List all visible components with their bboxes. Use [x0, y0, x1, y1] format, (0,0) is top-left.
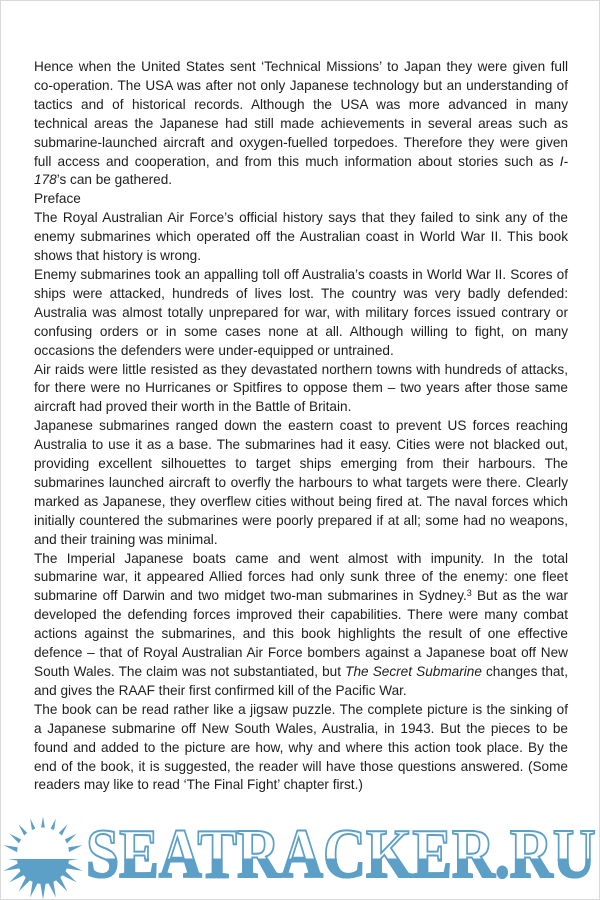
sun-ray: [48, 819, 56, 837]
sun-ray: [19, 824, 32, 840]
text-run: The Royal Australian Air Force’s official history says that they failed to sink any of the enemy submarines which operated off the Australian coast in World War II. This book shows that history is wrong.: [34, 210, 568, 264]
sun-ray: [55, 876, 68, 892]
sun-ray: [9, 870, 25, 883]
text-run: The Imperial Japanese boats came and went almost with impunity. In the total submarine war, it appeared Allied forces had only sunk three of the enemy: one fleet submarine off Darwin and two midget two-man submarines in Sydney.: [34, 550, 568, 604]
sun-ray: [48, 880, 56, 898]
text-run: But as the war developed the defending forces improved their capabilities. There were many combat actions against the submarines, and this book highlights the result of one effective defence – that of Royal Australian Air Force bombers against a Japanese boat off New South Wales. The claim was not substantiated, but: [34, 588, 569, 679]
text-block: [34, 58, 568, 795]
italic-text: The Secret Submarine: [345, 664, 482, 679]
watermark-text: SEATRACKER.RU: [86, 816, 596, 893]
sun-ray: [30, 880, 38, 898]
sun-logo-icon: [1, 816, 85, 900]
sun-ray: [2, 855, 20, 861]
sun-ray: [4, 845, 22, 853]
text-run: Enemy submarines took an appalling toll off Australia’s coasts in World War II. Scores of ships were attacked, hundreds of lives lost. The country was very badly defended: Australia was almost totally unprepared for war, with military forces issued contrary or confusing orders or in some cases none at all. Although willing to fight, on many occasions the defenders were under-equipped or untrained.: [34, 266, 568, 358]
sun-ray: [65, 863, 83, 871]
italic-text: I-178: [34, 153, 568, 188]
text-run: ’s can be gathered.: [56, 172, 173, 188]
sun-ray: [55, 824, 68, 840]
sun-ray: [4, 863, 22, 871]
paragraph: [34, 266, 568, 361]
sun-ray: [40, 882, 46, 900]
sun-ray: [30, 819, 38, 837]
paragraph: [34, 417, 568, 549]
paragraph: [34, 701, 568, 796]
paragraph: [34, 58, 568, 190]
sun-ray: [9, 834, 25, 847]
paragraph: [34, 190, 568, 209]
sun-ray: [61, 870, 77, 883]
paragraph: [34, 550, 568, 701]
text-run: changes that, and gives the RAAF their first confirmed kill of the Pacific War.: [34, 664, 568, 698]
sun-rays: [2, 817, 85, 900]
sun-ray: [67, 855, 85, 861]
text-run: Preface: [34, 191, 81, 207]
sun-ray: [19, 876, 32, 892]
sun-ray: [61, 834, 77, 847]
watermark: [1, 813, 600, 900]
footnote-ref: 3: [466, 588, 472, 599]
text-run: Japanese submarines ranged down the eastern coast to prevent US forces reaching Australia to use it as a base. The submarines had it easy. Cities were not blacked out, providing excellent silhouettes to target ships emerging from their harbours. The submarines launched aircraft to overfly the harbours to what targets were there. Clearly marked as Japanese, they overflew cities without being fired at. The naval forces which initially countered the submarines were poorly prepared if at all; some had no weapons, and their training was minimal.: [34, 418, 568, 547]
paragraph: [34, 209, 568, 266]
sun-ray: [40, 817, 46, 835]
text-run: Hence when the United States sent ‘Technical Missions’ to Japan they were given full co-operation. The USA was after not only Japanese technology but an understanding of tactics and of historical records. Although the USA was more advanced in many technical areas the Japanese had still made achievements in several areas such as submarine-launched aircraft and oxygen-fuelled torpedoes. Therefore they were given full access and cooperation, and from this much information about stories such as: [34, 59, 568, 169]
text-run: Air raids were little resisted as they devastated northern towns with hundreds of attacks, for there were no Hurricanes or Spitfires to oppose them – two years after those same aircraft had proved their worth in the Battle of Britain.: [34, 361, 568, 415]
sun-ray: [65, 845, 83, 853]
paragraph: [34, 361, 568, 418]
text-run: The book can be read rather like a jigsaw puzzle. The complete picture is the sinking of a Japanese submarine off New South Wales, Australia, in 1943. But the pieces to be found and added to the picture are how, why and where this action took place. By the end of the book, it is suggested, the reader will have those questions answered. (Some readers may like to read ‘The Final Fight’ chapter first.): [34, 701, 568, 793]
